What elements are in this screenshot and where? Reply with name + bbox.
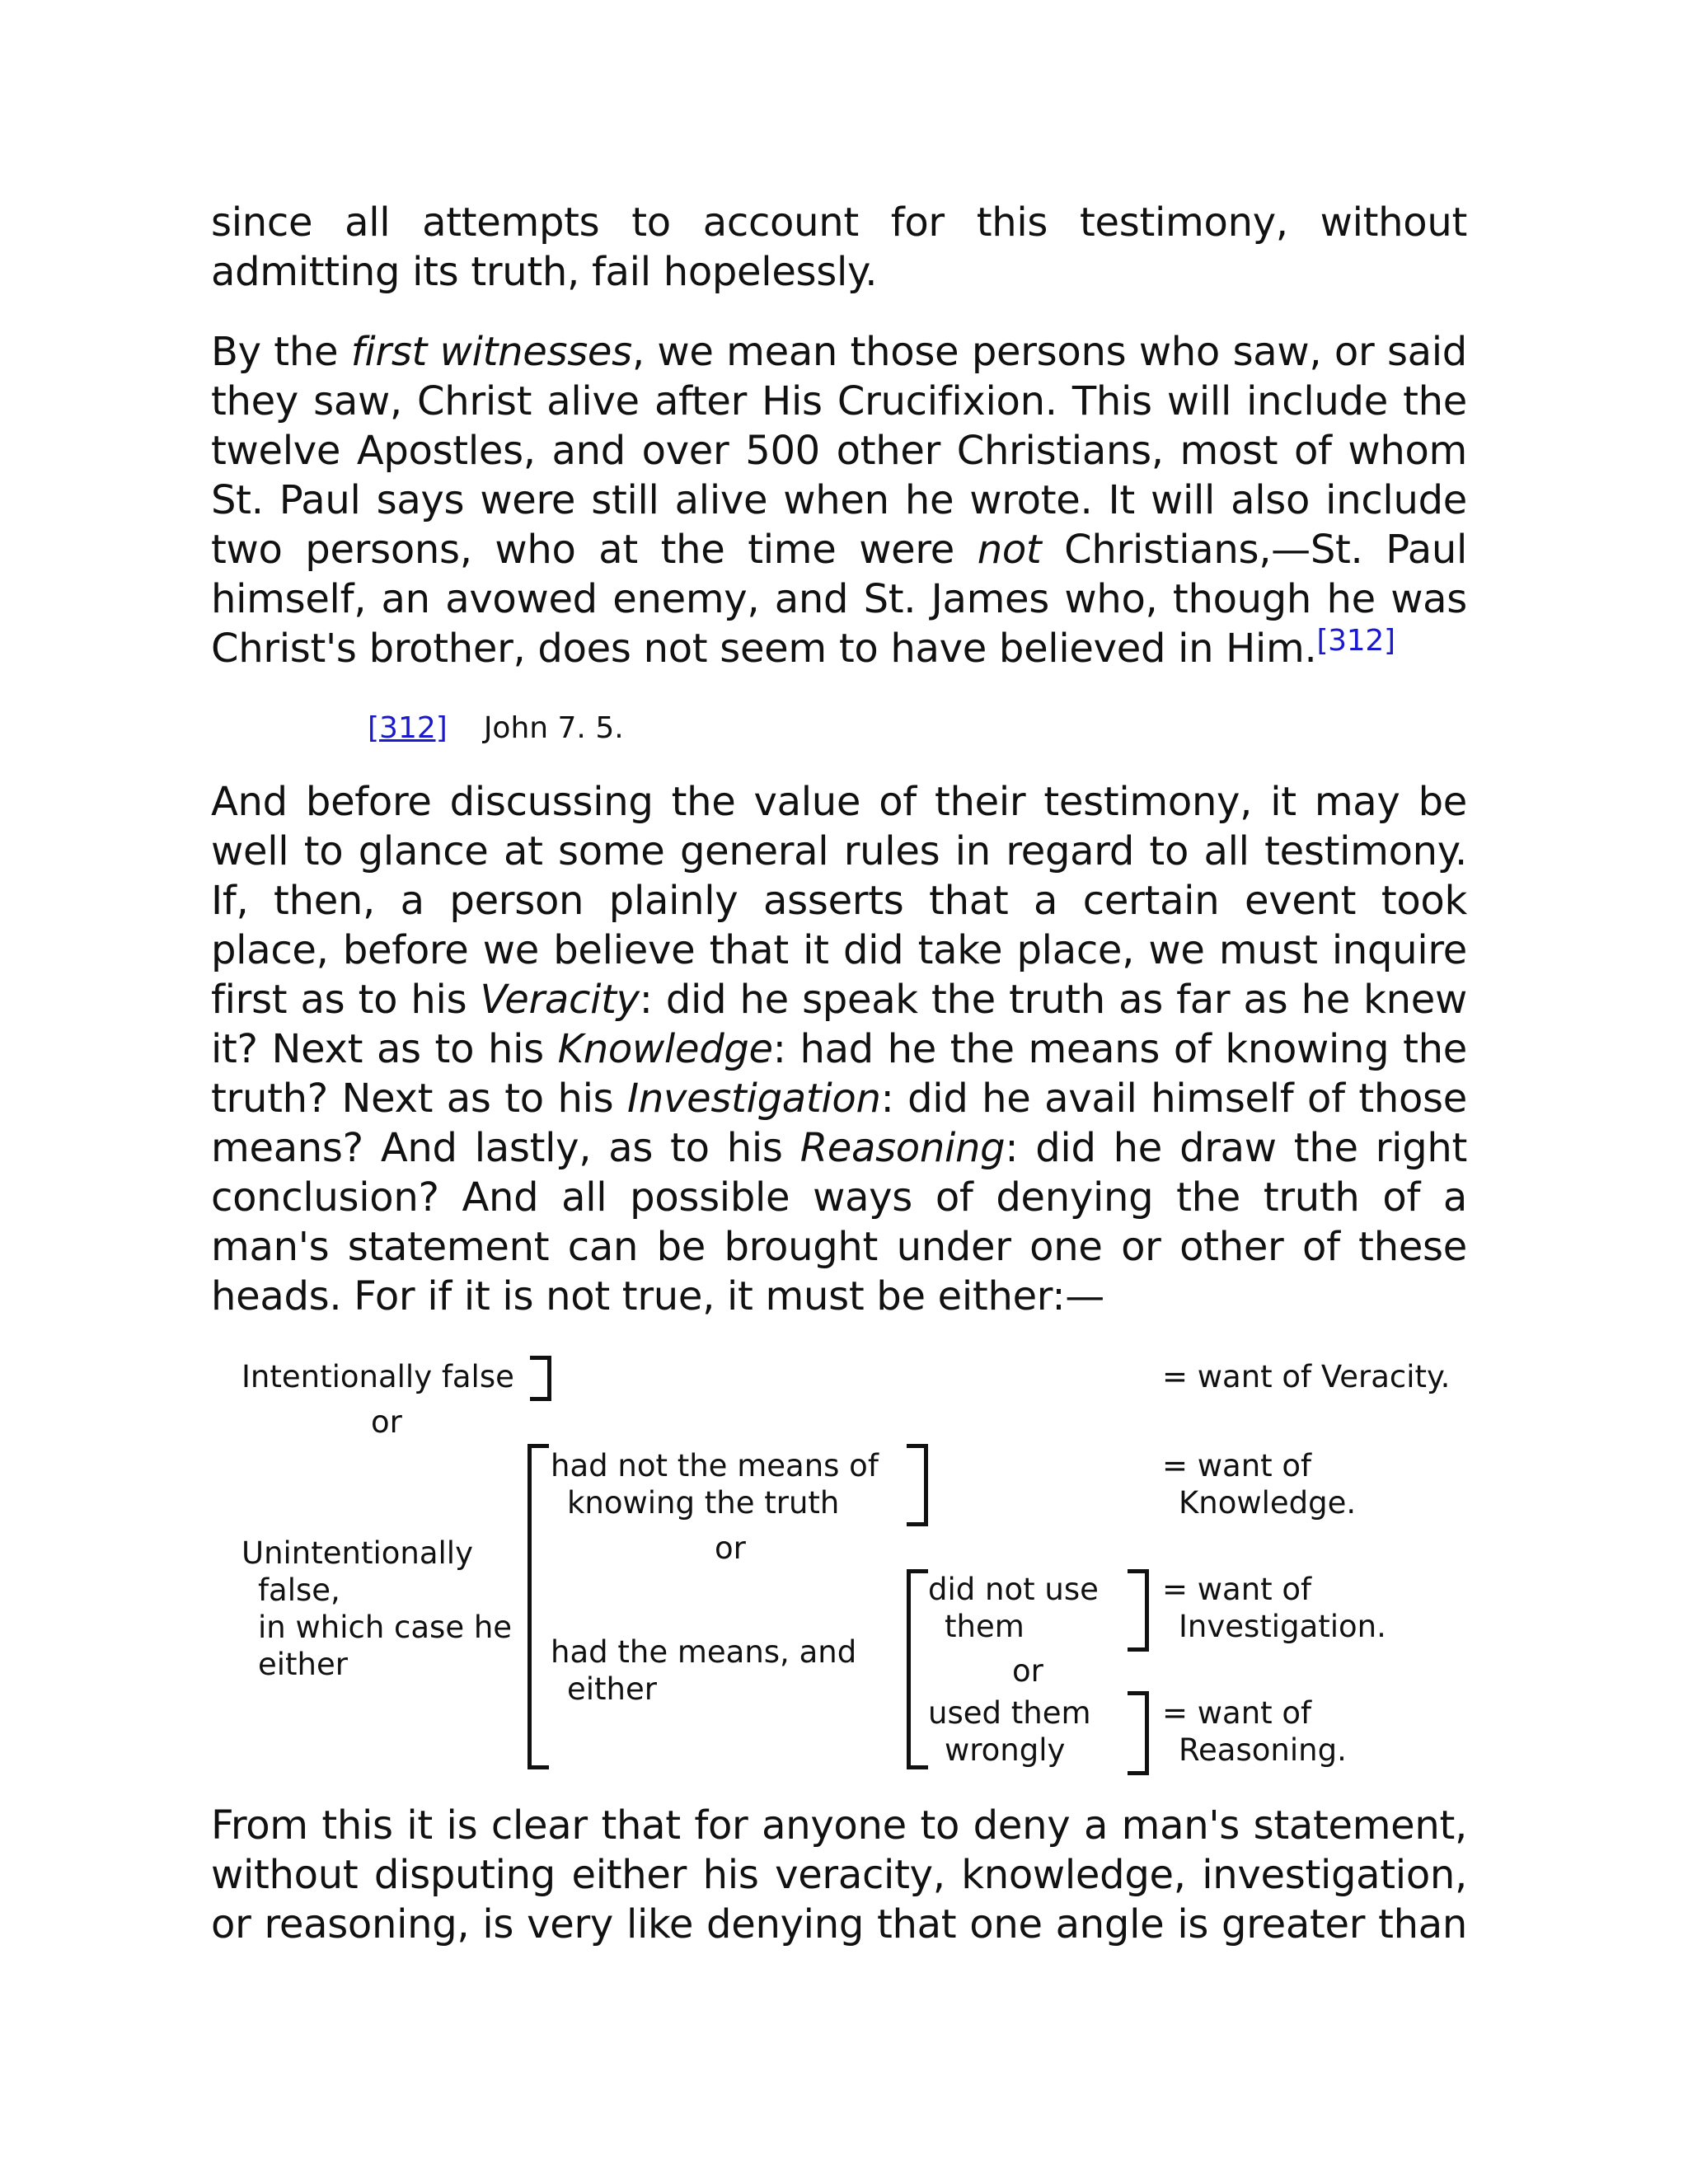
bracket-investigation (1128, 1569, 1149, 1652)
had-means-label: had the means, and either (551, 1634, 857, 1707)
or-label-1: or (371, 1404, 402, 1440)
bracket-unintentional (528, 1444, 549, 1769)
bracket-reasoning (1128, 1691, 1149, 1775)
or-label-2: or (715, 1530, 746, 1566)
italic-first-witnesses: first witnesses (350, 329, 632, 375)
investigation-result: = want of Investigation. (1162, 1572, 1386, 1644)
bracket-intentional (530, 1356, 551, 1401)
reasoning-result: = want of Reasoning. (1162, 1695, 1347, 1768)
footnote-text: John 7. 5. (483, 711, 624, 745)
paragraph-2: By the first witnesses, we mean those persons who saw, or said they saw, Christ alive after His Crucifixion. This will include the twelve Apostles, and over 500 other Christians, most of whom St. Paul says were still alive when he wrote. It will also include two persons, who at the time were not Christians,—St. Paul himself, an avowed enemy, and St. James who, though he was Christ's brother, does not seem to have believed in Him.[312] (211, 329, 1467, 672)
knowledge-result: = want of Knowledge. (1162, 1448, 1357, 1521)
bracket-had-means (907, 1569, 928, 1769)
used-wrongly-label: used them wrongly (928, 1695, 1091, 1768)
bracket-knowledge (907, 1444, 928, 1526)
intentionally-false-label: Intentionally false (241, 1359, 514, 1394)
footnote (368, 710, 624, 747)
or-label-3: or (1012, 1653, 1043, 1689)
footnote-label-link[interactable]: [312] (368, 711, 448, 745)
italic-not: not (977, 527, 1042, 573)
no-means-label: had not the means of knowing the truth (551, 1448, 879, 1521)
paragraph-4: From this it is clear that for anyone to deny a man's statement, without disputing either his veracity, knowledge, investigation, or reasoning, is very like denying that one angle is greater than (211, 1802, 1467, 1947)
paragraph-3: And before discussing the value of their testimony, it may be well to glance at some general rules in regard to all testimony. If, then, a person plainly asserts that a certain event took place, before we believe that it did take place, we must inquire first as to his Veracity: did he speak the truth as far as he knew it? Next as to his Knowledge: had he the means of knowing the truth? Next as to his Investigation: did he avail himself of those means? And lastly, as to his Reasoning: did he draw the right conclusion? And all possible ways of denying the truth of a man's statement can be brought under one or other of these heads. For if it is not true, it must be either:— (211, 779, 1468, 1319)
unintentionally-label: Unintentionally false, in which case he either (241, 1535, 513, 1682)
paragraph-1: since all attempts to account for this testimony, without admitting its truth, fail hopelessly. (211, 199, 1467, 295)
veracity-result: = want of Veracity. (1162, 1359, 1451, 1394)
did-not-use-label: did not use them (928, 1572, 1099, 1644)
footnote-ref-link[interactable]: [312] (1316, 624, 1395, 658)
